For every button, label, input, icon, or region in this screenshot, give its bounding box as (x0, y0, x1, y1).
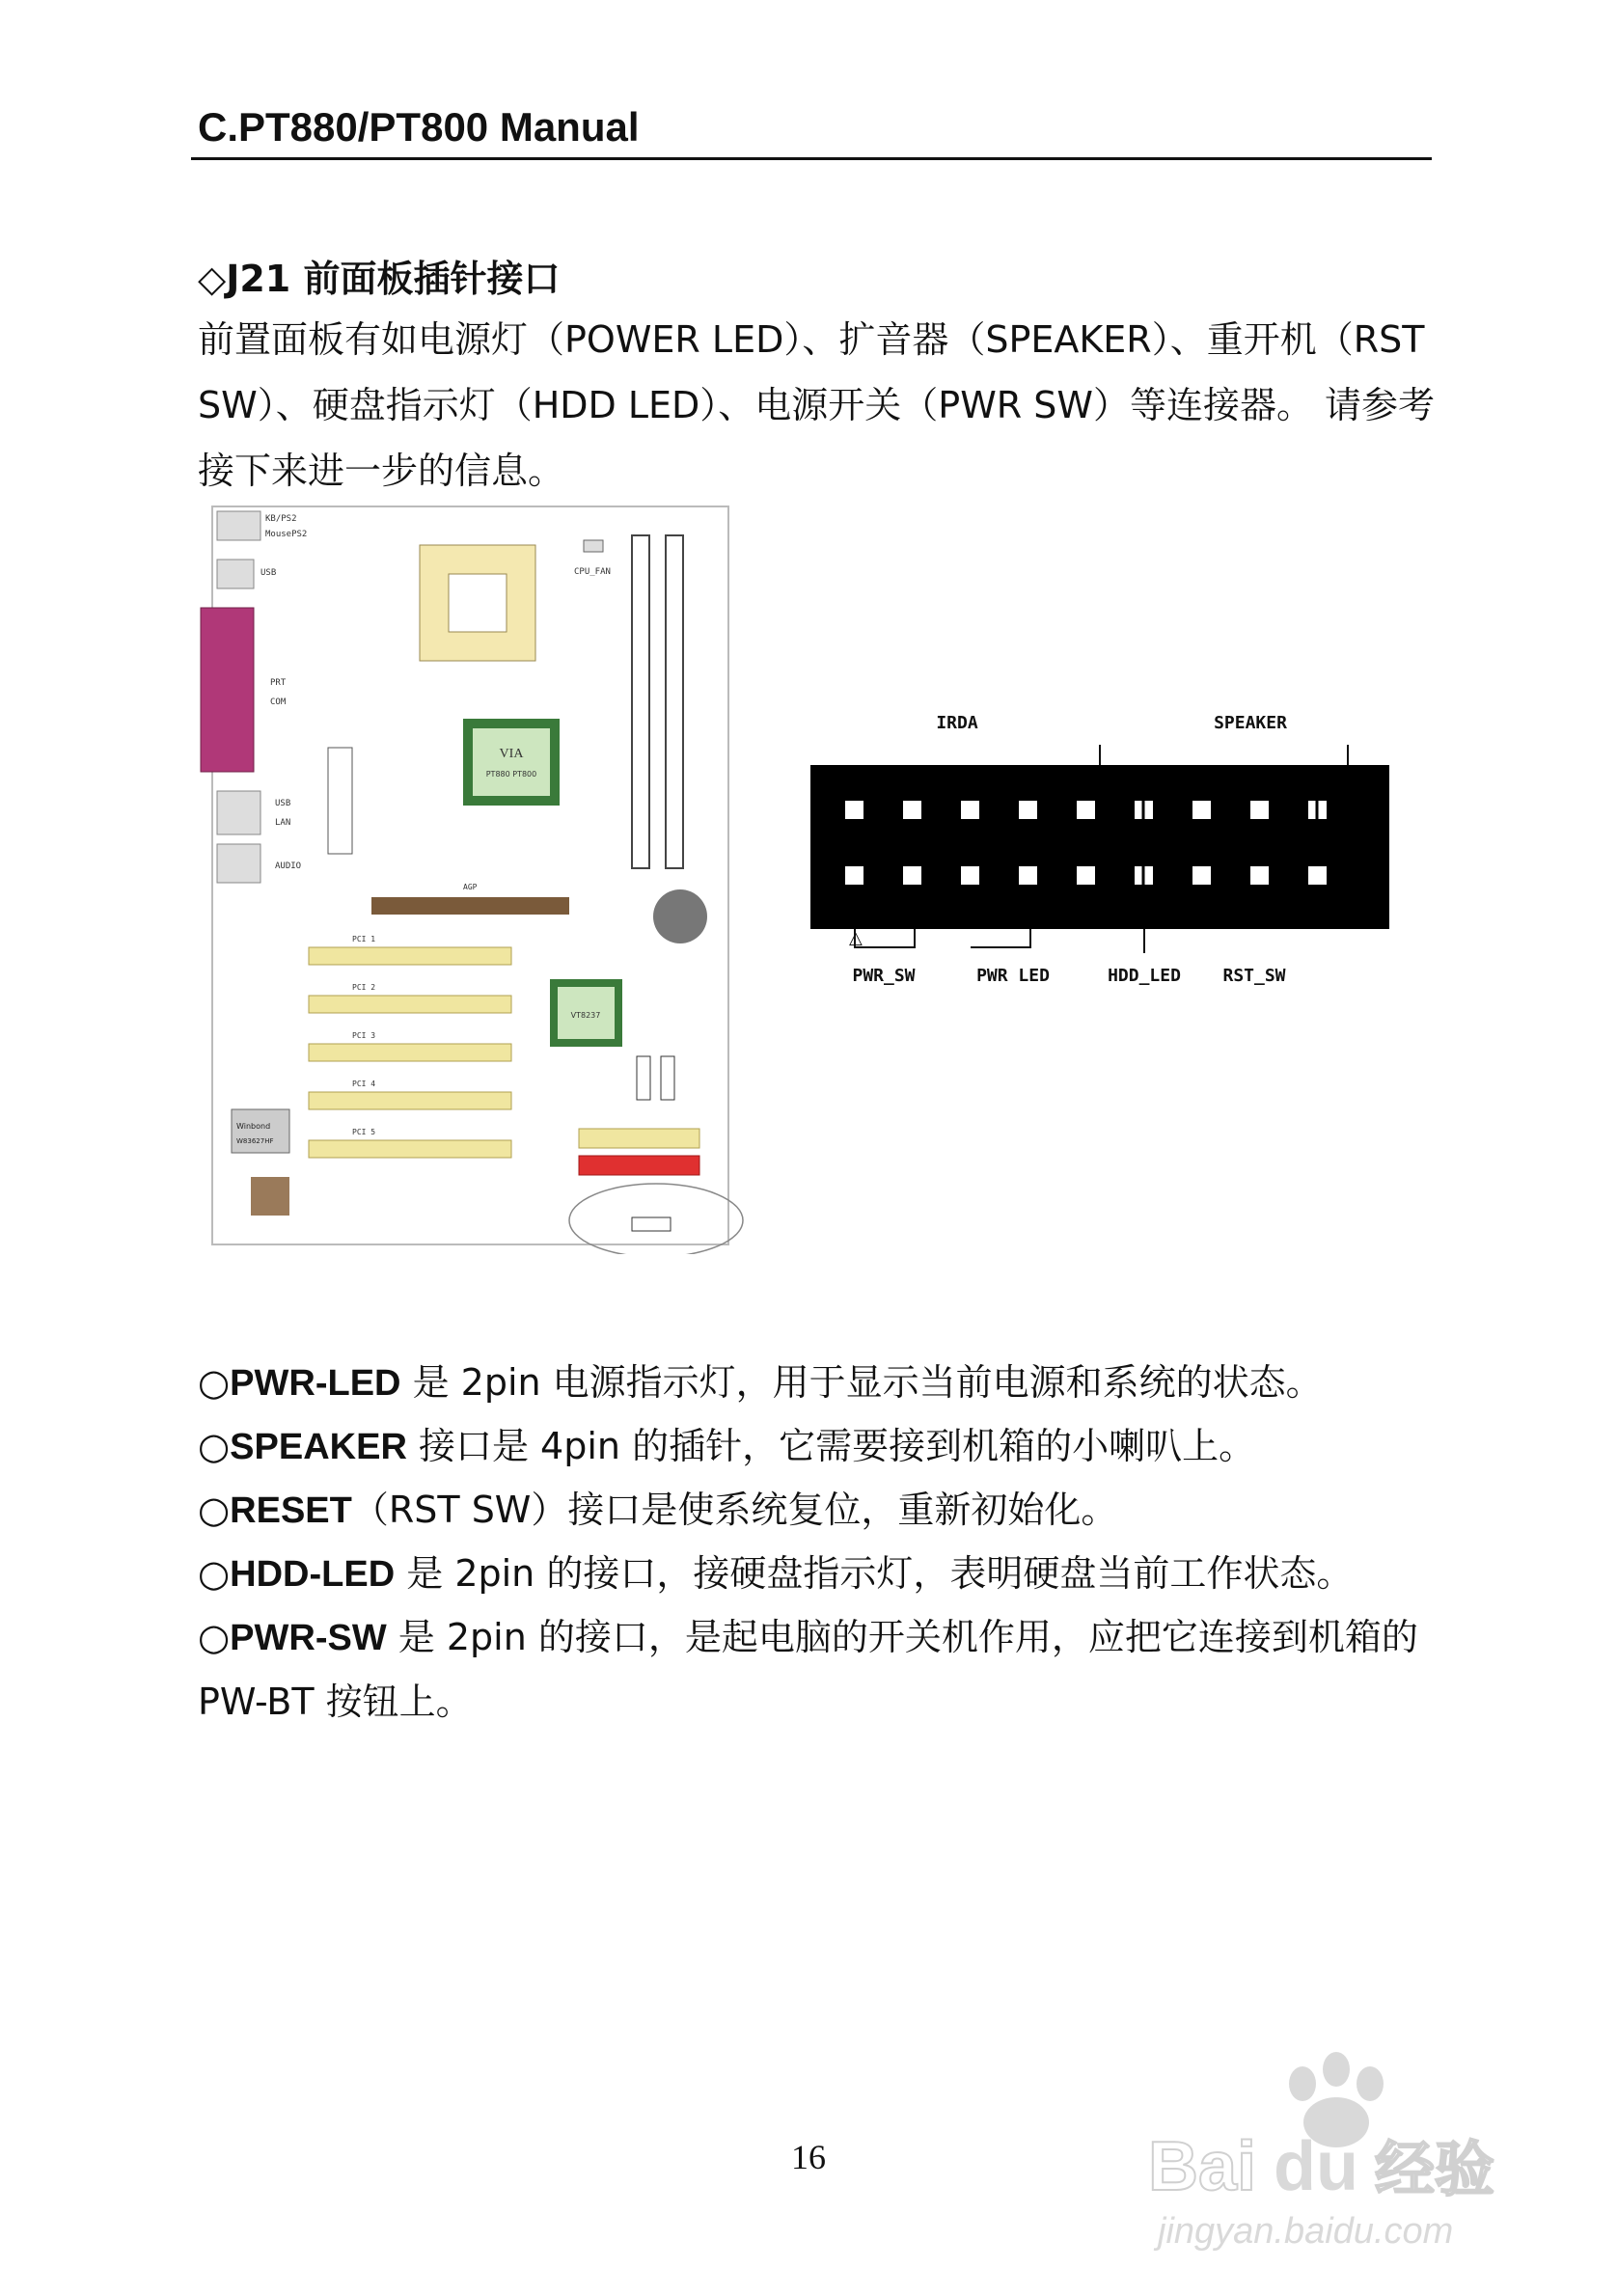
page-number: 16 (791, 2138, 826, 2176)
pin (1308, 866, 1327, 885)
sata-port-1 (637, 1056, 650, 1100)
pci-slot-4 (309, 1092, 511, 1109)
cpu-fan-header (584, 540, 603, 552)
section-heading: ◇J21 前面板插针接口 (198, 258, 561, 300)
pin (1019, 801, 1037, 819)
bullet-term: SPEAKER (230, 1427, 407, 1467)
bullet-mark: ○ (198, 1489, 231, 1531)
pin1-marker: △ (849, 928, 863, 948)
cpu-fan-label: CPU_FAN (574, 567, 611, 577)
bullet-speaker (198, 1414, 1442, 1479)
j21-pin-header-diagram (810, 695, 1409, 1003)
document-header-title: C.PT880/PT800 Manual (198, 104, 640, 150)
audio-label: AUDIO (275, 861, 302, 871)
pin-row-top (845, 801, 1327, 819)
bullet-text: 是 2pin 电源指示灯，用于显示当前电源和系统的状态。 (400, 1361, 1323, 1404)
bullet-reset (198, 1478, 1442, 1543)
bullet-term: PWR-LED (230, 1363, 401, 1404)
prt-label: PRT (270, 678, 287, 688)
bullet-mark: ○ (198, 1361, 231, 1404)
bullet-mark: ○ (198, 1616, 231, 1658)
dimm-slot-2 (666, 535, 683, 868)
bullet-hdd-led (198, 1542, 1442, 1606)
pin (1250, 801, 1269, 819)
kbps2-label: KB/PS2 (265, 514, 297, 524)
pci-slot-1 (309, 947, 511, 965)
usb2-label: USB (275, 799, 291, 808)
watermark-brand2: du (1274, 2128, 1358, 2205)
bullet-text: （RST SW）接口是使系统复位，重新初始化。 (351, 1489, 1118, 1531)
pci1-label: PCI 1 (352, 935, 376, 943)
agp-label: AGP (463, 883, 478, 891)
pin (903, 866, 921, 885)
pci-slot-3 (309, 1044, 511, 1061)
bullet-text: 接口是 4pin 的插针，它需要接到机箱的小喇叭上。 (406, 1425, 1256, 1467)
mouse-label: MousePS2 (265, 530, 308, 539)
bullet-term: HDD-LED (230, 1554, 396, 1595)
southbridge-label: VT8237 (570, 1011, 601, 1020)
pin (1019, 866, 1037, 885)
pin (845, 801, 863, 819)
ps2-port (217, 511, 260, 540)
bullet-term: RESET (230, 1490, 352, 1531)
bullet-text: 是 2pin 的接口，是起电脑的开关机作用，应把它连接到机箱的 PW-BT 按钮上。 (198, 1616, 1418, 1723)
atx-power-connector (328, 748, 352, 854)
winbond-model-label: W83627HF (236, 1137, 274, 1145)
lan-label: LAN (275, 818, 291, 828)
speaker-label: SPEAKER (1214, 713, 1287, 733)
hdd-led-label: HDD_LED (1108, 966, 1181, 986)
pin (1077, 866, 1095, 885)
com-label: COM (270, 697, 287, 707)
watermark-cn: 经验 (1375, 2134, 1495, 2204)
pin (1077, 801, 1095, 819)
watermark-brand: Bai (1148, 2128, 1257, 2205)
bios-chip (251, 1177, 289, 1216)
baidu-jingyan-watermark (1138, 2045, 1544, 2267)
pci-slot-5 (309, 1140, 511, 1158)
bullet-text: 是 2pin 的接口，接硬盘指示灯，表明硬盘当前工作状态。 (395, 1552, 1354, 1595)
pwr-led-label: PWR LED (976, 966, 1050, 986)
via-label: VIA (499, 747, 524, 761)
pci-slot-2 (309, 996, 511, 1013)
usb-port (217, 560, 254, 588)
cmos-battery (653, 889, 707, 943)
pin (845, 866, 863, 885)
ide-connector-2 (579, 1156, 699, 1175)
pin (1192, 801, 1211, 819)
audio-port (217, 844, 260, 883)
bullet-pwr-sw (198, 1605, 1442, 1734)
bullet-mark: ○ (198, 1425, 231, 1467)
pin (961, 801, 979, 819)
pin (1250, 866, 1269, 885)
bullet-term: PWR-SW (230, 1618, 387, 1658)
pci4-label: PCI 4 (352, 1080, 376, 1088)
pin (1192, 866, 1211, 885)
pin-row-bottom (845, 866, 1327, 885)
rst-sw-label: RST_SW (1222, 966, 1286, 986)
pin (903, 801, 921, 819)
header-rule (191, 157, 1432, 160)
front-panel-header-mini (632, 1217, 671, 1231)
pci2-label: PCI 2 (352, 983, 376, 992)
ide-connector-1 (579, 1129, 699, 1148)
motherboard-layout-figure (193, 502, 791, 1254)
bullet-mark: ○ (198, 1552, 231, 1595)
irda-label: IRDA (936, 713, 978, 733)
bullet-pwr-led (198, 1351, 1442, 1415)
pci5-label: PCI 5 (352, 1128, 376, 1136)
pwr-led-bracket (971, 929, 1030, 947)
agp-slot (371, 897, 569, 915)
pin-header-body (810, 765, 1389, 929)
parallel-com-ports (201, 608, 254, 772)
pci3-label: PCI 3 (352, 1031, 376, 1040)
intro-paragraph: 前置面板有如电源灯（POWER LED）、扩音器（SPEAKER）、重开机（RST SW）、硬盘指示灯（HDD LED）、电源开关（PWR SW）等连接器。 请参考接下来进一步的信息。 (198, 318, 1436, 492)
via-model-label: PT880 PT800 (485, 770, 537, 779)
sata-port-2 (661, 1056, 674, 1100)
pwr-sw-label: PWR_SW (852, 966, 916, 986)
pin (961, 866, 979, 885)
winbond-label: Winbond (236, 1122, 271, 1131)
dimm-slot-1 (632, 535, 649, 868)
watermark-url: jingyan.baidu.com (1158, 2211, 1454, 2252)
super-io-chip (232, 1109, 289, 1153)
usb-lan-port (217, 791, 260, 834)
pwr-sw-bracket (855, 929, 915, 947)
usb-label: USB (260, 568, 277, 578)
